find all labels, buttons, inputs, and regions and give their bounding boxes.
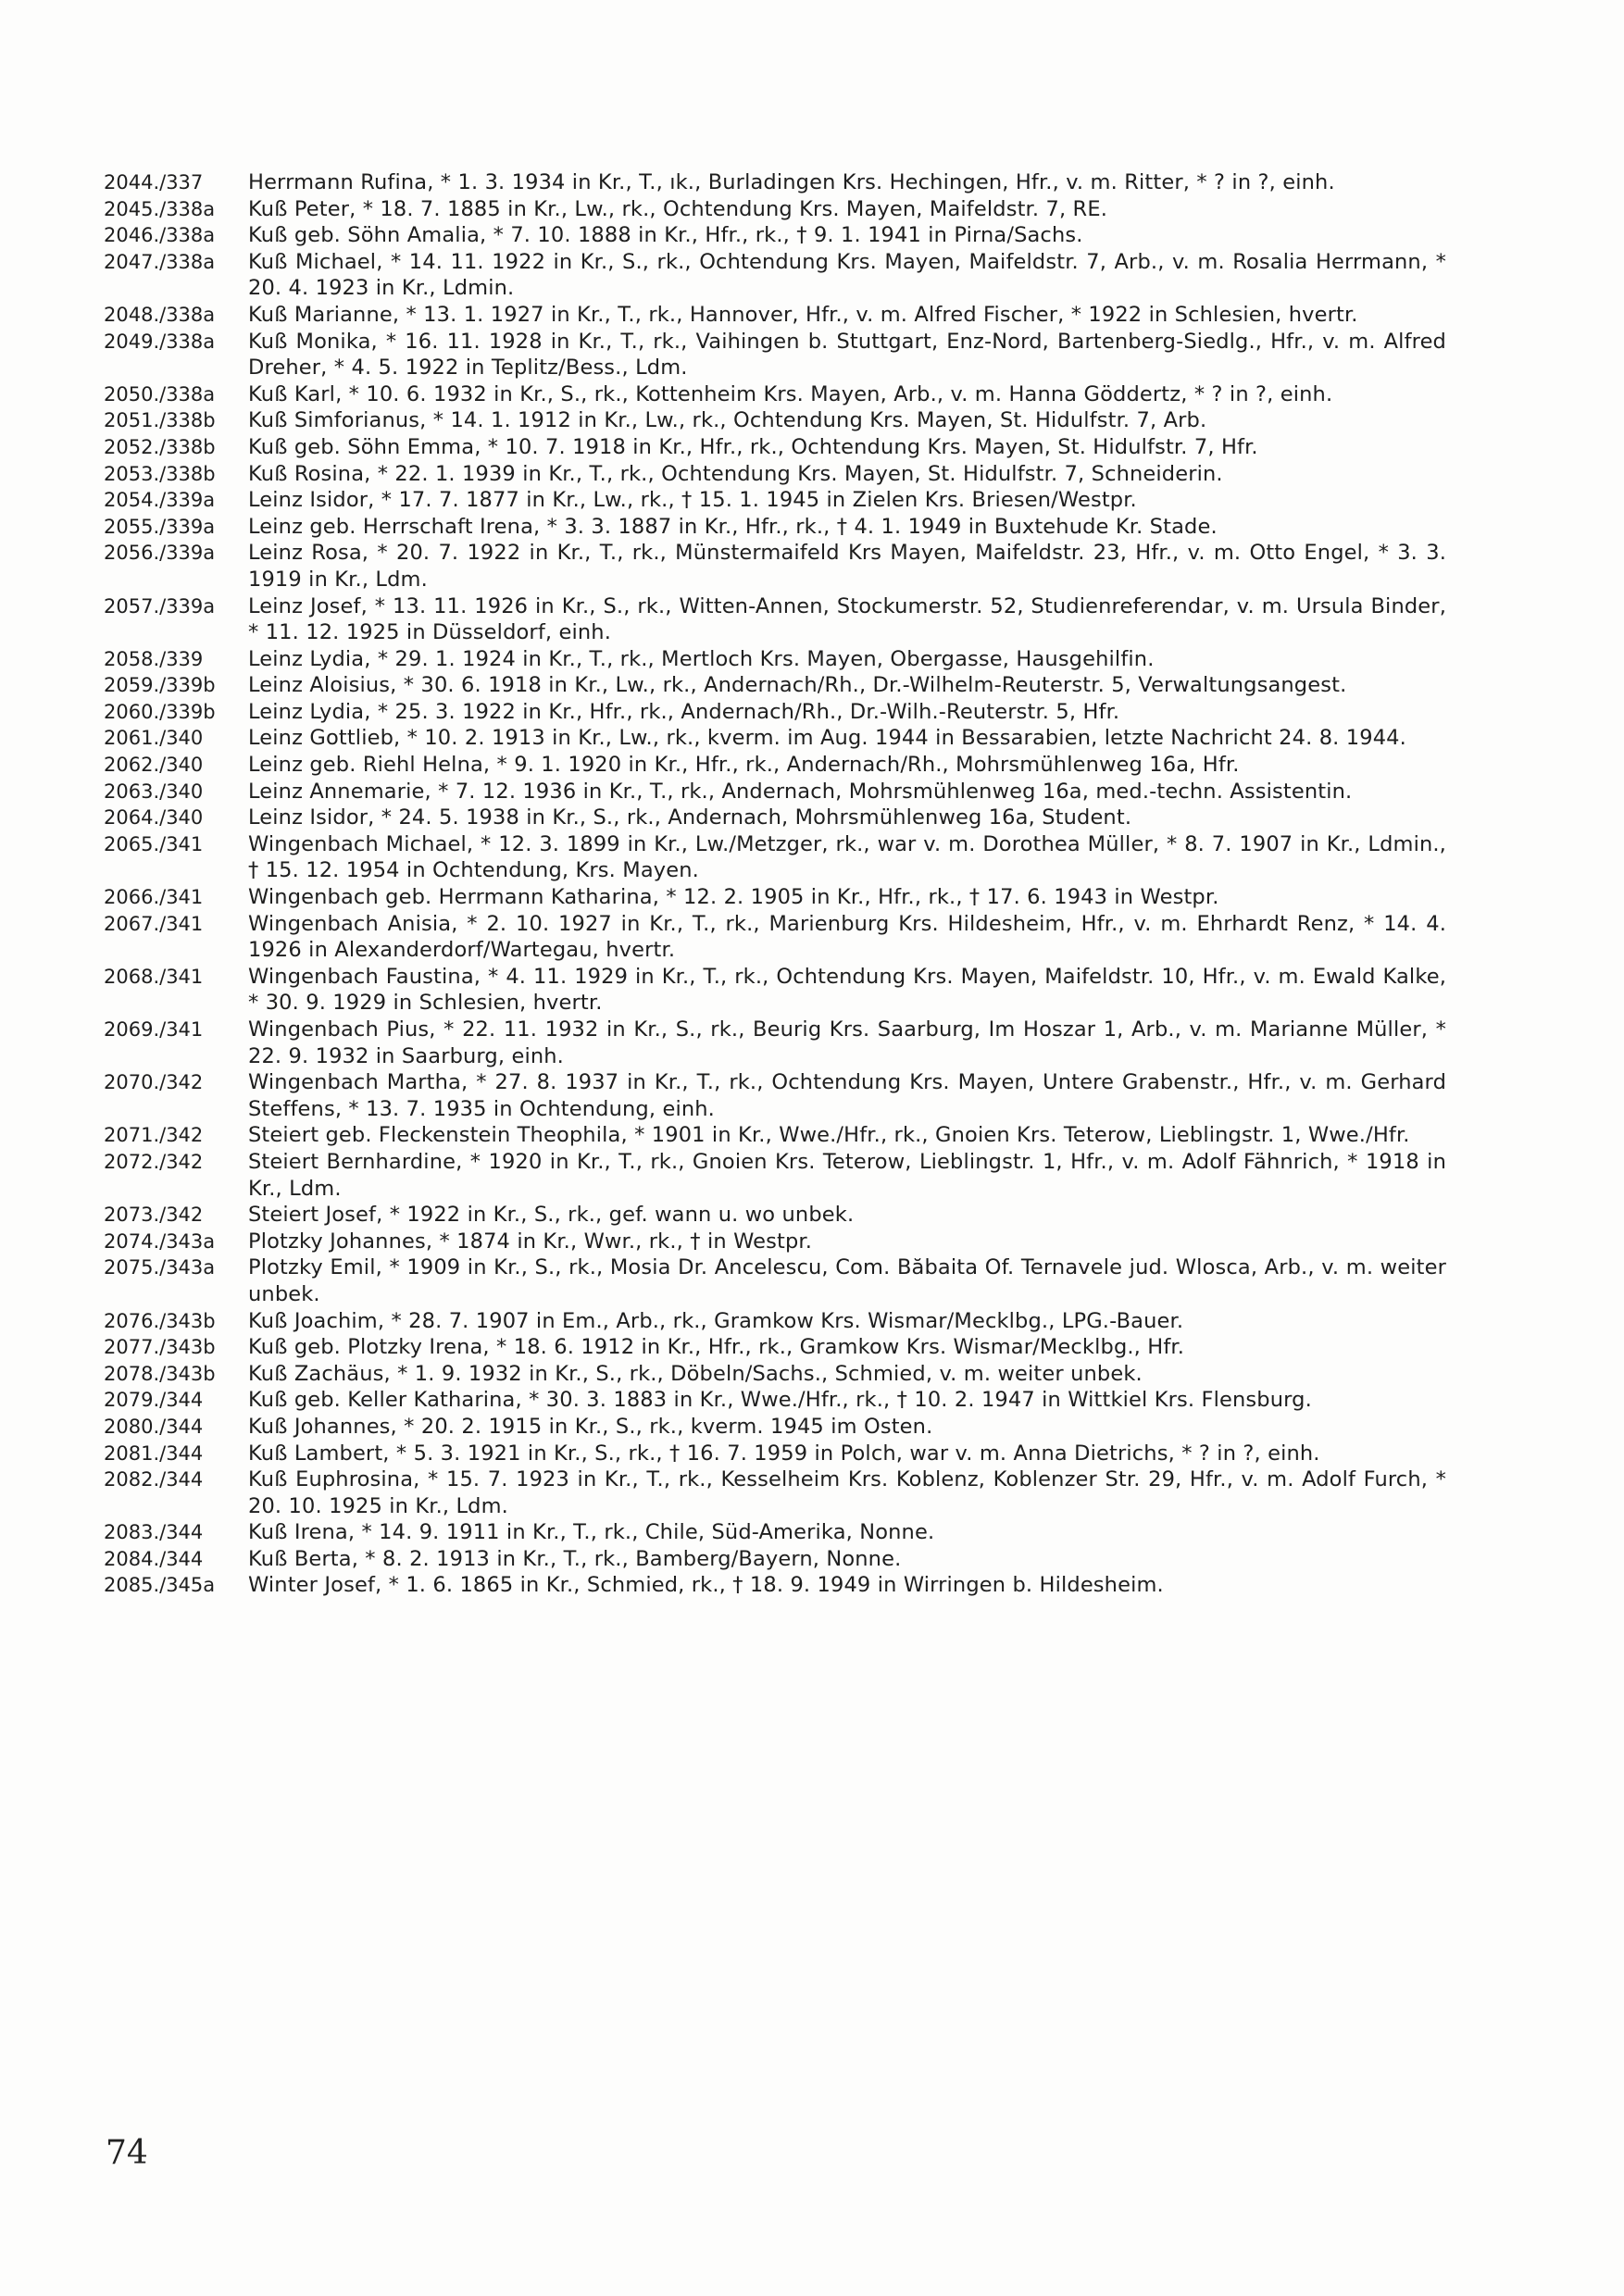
entry-row bbox=[104, 196, 1446, 223]
entry-text: Leinz Rosa, * 20. 7. 1922 in Kr., T., rk., Münstermaifeld Krs Mayen, Maifeldstr. 23, Hfr., v. m. Otto Engel, * 3. 3. 1919 in Kr., Ldm. bbox=[248, 541, 1446, 592]
entry-text: Kuß Karl, * 10. 6. 1932 in Kr., S., rk., Kottenheim Krs. Mayen, Arb., v. m. Hanna Göddertz, * ? in ?, einh. bbox=[248, 381, 1333, 406]
entry-id: 2085./345a bbox=[104, 1574, 216, 1597]
entry-id: 2069./341 bbox=[104, 1018, 204, 1041]
entry-text: Steiert Josef, * 1922 in Kr., S., rk., gef. wann u. wo unbek. bbox=[248, 1203, 855, 1228]
entry-id: 2067./341 bbox=[104, 912, 204, 935]
entry-id: 2055./339a bbox=[104, 515, 216, 538]
entry-row bbox=[104, 302, 1446, 329]
entry-id: 2068./341 bbox=[104, 965, 204, 988]
entry-id: 2074./343a bbox=[104, 1229, 216, 1253]
entry-row bbox=[104, 752, 1446, 779]
entry-text: Steiert geb. Fleckenstein Theophila, * 1901 in Kr., Wwe./Hfr., rk., Gnoien Krs. Teterow, Lieblingstr. 1, Wwe./Hfr. bbox=[248, 1123, 1410, 1148]
entry-text: Leinz geb. Riehl Helna, * 9. 1. 1920 in Kr., Hfr., rk., Andernach/Rh., Mohrsmühlenweg 16a, Hfr. bbox=[248, 753, 1240, 778]
entry-id: 2080./344 bbox=[104, 1415, 204, 1438]
entry-text: Wingenbach Martha, * 27. 8. 1937 in Kr., T., rk., Ochtendung Krs. Mayen, Untere Grabenstr., Hfr., v. m. Gerhard Steffens, * 13. 7. 1935 in Ochtendung, einh. bbox=[248, 1070, 1446, 1121]
entry-row bbox=[104, 1202, 1446, 1229]
entry-id: 2073./342 bbox=[104, 1204, 204, 1227]
entry-id: 2075./343a bbox=[104, 1256, 216, 1279]
entry-id: 2057./339a bbox=[104, 594, 216, 618]
entry-row bbox=[104, 487, 1446, 514]
entry-row bbox=[104, 1149, 1446, 1202]
entry-id: 2049./338a bbox=[104, 330, 216, 353]
entry-id: 2062./340 bbox=[104, 754, 204, 777]
entry-row bbox=[104, 1308, 1446, 1335]
entry-id: 2064./340 bbox=[104, 806, 204, 830]
entry-row bbox=[104, 1254, 1446, 1307]
entry-id: 2048./338a bbox=[104, 303, 216, 326]
entry-text: Leinz Isidor, * 17. 7. 1877 in Kr., Lw., rk., † 15. 1. 1945 in Zielen Krs. Briesen/Westpr. bbox=[248, 488, 1137, 513]
entry-text: Kuß Joachim, * 28. 7. 1907 in Em., Arb., rk., Gramkow Krs. Wismar/Mecklbg., LPG.-Bauer. bbox=[248, 1308, 1184, 1333]
entry-text: Leinz Aloisius, * 30. 6. 1918 in Kr., Lw., rk., Andernach/Rh., Dr.-Wilhelm-Reuterstr. 5, Verwaltungsangest. bbox=[248, 673, 1347, 698]
entry-row bbox=[104, 1546, 1446, 1573]
entry-row bbox=[104, 672, 1446, 699]
entry-row bbox=[104, 805, 1446, 831]
entry-id: 2083./344 bbox=[104, 1521, 204, 1544]
entry-id: 2084./344 bbox=[104, 1547, 204, 1570]
entry-row bbox=[104, 1229, 1446, 1255]
entry-list bbox=[104, 169, 1446, 1599]
entry-text: Leinz Annemarie, * 7. 12. 1936 in Kr., T., rk., Andernach, Mohrsmühlenweg 16a, med.-techn. Assistentin. bbox=[248, 779, 1353, 804]
entry-text: Wingenbach Pius, * 22. 11. 1932 in Kr., S., rk., Beurig Krs. Saarburg, Im Hoszar 1, Arb., v. m. Marianne Müller, * 22. 9. 1932 in Saarburg, einh. bbox=[248, 1017, 1446, 1068]
entry-text: Kuß geb. Plotzky Irena, * 18. 6. 1912 in Kr., Hfr., rk., Gramkow Krs. Wismar/Mecklbg., Hfr. bbox=[248, 1335, 1185, 1360]
entry-id: 2079./344 bbox=[104, 1389, 204, 1412]
entry-text: Kuß geb. Söhn Amalia, * 7. 10. 1888 in Kr., Hfr., rk., † 9. 1. 1941 in Pirna/Sachs. bbox=[248, 223, 1083, 248]
entry-text: Leinz Josef, * 13. 11. 1926 in Kr., S., rk., Witten-Annen, Stockumerstr. 52, Studienreferendar, v. m. Ursula Binder, * 11. 12. 1925 in Düsseldorf, einh. bbox=[248, 593, 1446, 645]
entry-text: Kuß Simforianus, * 14. 1. 1912 in Kr., Lw., rk., Ochtendung Krs. Mayen, St. Hidulfstr. 7, Arb. bbox=[248, 408, 1207, 433]
entry-id: 2058./339 bbox=[104, 647, 204, 670]
entry-row bbox=[104, 1387, 1446, 1414]
entry-row bbox=[104, 1122, 1446, 1149]
entry-text: Leinz Gottlieb, * 10. 2. 1913 in Kr., Lw., rk., kverm. im Aug. 1944 in Bessarabien, letzte Nachricht 24. 8. 1944. bbox=[248, 726, 1406, 751]
entry-text: Winter Josef, * 1. 6. 1865 in Kr., Schmied, rk., † 18. 9. 1949 in Wirringen b. Hildesheim. bbox=[248, 1573, 1164, 1598]
entry-text: Kuß geb. Söhn Emma, * 10. 7. 1918 in Kr., Hfr., rk., Ochtendung Krs. Mayen, St. Hidulfstr. 7, Hfr. bbox=[248, 434, 1258, 459]
entry-row bbox=[104, 1519, 1446, 1546]
entry-id: 2054./339a bbox=[104, 489, 216, 512]
entry-text: Wingenbach Anisia, * 2. 10. 1927 in Kr., T., rk., Marienburg Krs. Hildesheim, Hfr., v. m. Ehrhardt Renz, * 14. 4. 1926 in Alexanderdorf/Wartegau, hvertr. bbox=[248, 911, 1446, 963]
entry-id: 2076./343b bbox=[104, 1309, 216, 1332]
entry-id: 2045./338a bbox=[104, 197, 216, 220]
entry-row bbox=[104, 779, 1446, 805]
entry-id: 2044./337 bbox=[104, 171, 204, 193]
entry-row bbox=[104, 249, 1446, 302]
entry-text: Kuß Marianne, * 13. 1. 1927 in Kr., T., rk., Hannover, Hfr., v. m. Alfred Fischer, * 1922 in Schlesien, hvertr. bbox=[248, 302, 1358, 327]
entry-id: 2071./342 bbox=[104, 1124, 204, 1147]
entry-row bbox=[104, 407, 1446, 434]
entry-row bbox=[104, 831, 1446, 884]
entry-row bbox=[104, 169, 1446, 196]
entry-id: 2053./338b bbox=[104, 462, 216, 485]
entry-row bbox=[104, 434, 1446, 461]
entry-row bbox=[104, 329, 1446, 381]
entry-text: Plotzky Johannes, * 1874 in Kr., Wwr., rk., † in Westpr. bbox=[248, 1229, 813, 1254]
entry-row bbox=[104, 461, 1446, 488]
entry-id: 2070./342 bbox=[104, 1071, 204, 1094]
entry-row bbox=[104, 1441, 1446, 1467]
entry-id: 2056./339a bbox=[104, 542, 216, 565]
entry-row bbox=[104, 1466, 1446, 1519]
entry-row bbox=[104, 1069, 1446, 1122]
entry-row bbox=[104, 381, 1446, 408]
entry-text: Kuß Berta, * 8. 2. 1913 in Kr., T., rk., Bamberg/Bayern, Nonne. bbox=[248, 1546, 902, 1571]
entry-text: Leinz Isidor, * 24. 5. 1938 in Kr., S., rk., Andernach, Mohrsmühlenweg 16a, Student. bbox=[248, 805, 1132, 830]
entry-row bbox=[104, 884, 1446, 911]
entry-text: Kuß Rosina, * 22. 1. 1939 in Kr., T., rk., Ochtendung Krs. Mayen, St. Hidulfstr. 7, Schneiderin. bbox=[248, 461, 1223, 486]
entry-row bbox=[104, 1414, 1446, 1441]
entry-text: Kuß Johannes, * 20. 2. 1915 in Kr., S., rk., kverm. 1945 im Osten. bbox=[248, 1414, 933, 1439]
entry-text: Leinz Lydia, * 29. 1. 1924 in Kr., T., rk., Mertloch Krs. Mayen, Obergasse, Hausgehilfin. bbox=[248, 646, 1155, 671]
entry-text: Wingenbach geb. Herrmann Katharina, * 12. 2. 1905 in Kr., Hfr., rk., † 17. 6. 1943 in Westpr. bbox=[248, 885, 1219, 910]
entry-id: 2051./338b bbox=[104, 409, 216, 432]
entry-row bbox=[104, 514, 1446, 541]
entry-text: Kuß geb. Keller Katharina, * 30. 3. 1883 in Kr., Wwe./Hfr., rk., † 10. 2. 1947 in Wittkiel Krs. Flensburg. bbox=[248, 1388, 1312, 1413]
page-number: 74 bbox=[106, 2134, 148, 2172]
entry-id: 2063./340 bbox=[104, 780, 204, 803]
entry-row bbox=[104, 646, 1446, 673]
entry-text: Kuß Zachäus, * 1. 9. 1932 in Kr., S., rk., Döbeln/Sachs., Schmied, v. m. weiter unbek. bbox=[248, 1361, 1143, 1386]
entry-id: 2059./339b bbox=[104, 674, 216, 697]
entry-id: 2061./340 bbox=[104, 727, 204, 750]
entry-id: 2081./344 bbox=[104, 1441, 204, 1465]
entry-row bbox=[104, 699, 1446, 726]
entry-id: 2078./343b bbox=[104, 1362, 216, 1385]
entry-text: Kuß Peter, * 18. 7. 1885 in Kr., Lw., rk., Ochtendung Krs. Mayen, Maifeldstr. 7, RE. bbox=[248, 196, 1108, 221]
entry-text: Steiert Bernhardine, * 1920 in Kr., T., rk., Gnoien Krs. Teterow, Lieblingstr. 1, Hfr., v. m. Adolf Fähnrich, * 1918 in Kr., Ldm. bbox=[248, 1149, 1446, 1201]
entry-id: 2047./338a bbox=[104, 250, 216, 273]
entry-text: Kuß Euphrosina, * 15. 7. 1923 in Kr., T., rk., Kesselheim Krs. Koblenz, Koblenzer Str. 29, Hfr., v. m. Adolf Furch, * 20. 10. 1925 in Kr., Ldm. bbox=[248, 1467, 1446, 1518]
entry-id: 2082./344 bbox=[104, 1468, 204, 1491]
entry-id: 2066./341 bbox=[104, 886, 204, 909]
entry-id: 2065./341 bbox=[104, 832, 204, 855]
entry-text: Kuß Lambert, * 5. 3. 1921 in Kr., S., rk., † 16. 7. 1959 in Polch, war v. m. Anna Dietrichs, * ? in ?, einh. bbox=[248, 1441, 1320, 1466]
entry-row bbox=[104, 1361, 1446, 1388]
entry-text: Kuß Michael, * 14. 11. 1922 in Kr., S., rk., Ochtendung Krs. Mayen, Maifeldstr. 7, Arb., v. m. Rosalia Herrmann, * 20. 4. 1923 in Kr., Ldmin. bbox=[248, 249, 1446, 301]
entry-id: 2046./338a bbox=[104, 224, 216, 247]
entry-row bbox=[104, 1572, 1446, 1599]
entry-text: Leinz Lydia, * 25. 3. 1922 in Kr., Hfr., rk., Andernach/Rh., Dr.-Wilh.-Reuterstr. 5, Hfr. bbox=[248, 699, 1120, 724]
entry-text: Herrmann Rufina, * 1. 3. 1934 in Kr., T., ık., Burladingen Krs. Hechingen, Hfr., v. m. Ritter, * ? in ?, einh. bbox=[248, 170, 1335, 194]
entry-row bbox=[104, 725, 1446, 752]
entry-id: 2050./338a bbox=[104, 382, 216, 406]
entry-text: Leinz geb. Herrschaft Irena, * 3. 3. 1887 in Kr., Hfr., rk., † 4. 1. 1949 in Buxtehude Kr. Stade. bbox=[248, 514, 1218, 539]
entry-row bbox=[104, 222, 1446, 249]
entry-text: Wingenbach Michael, * 12. 3. 1899 in Kr., Lw./Metzger, rk., war v. m. Dorothea Müller, * 8. 7. 1907 in Kr., Ldmin., † 15. 12. 1954 in Ochtendung, Krs. Mayen. bbox=[248, 831, 1446, 883]
entry-id: 2077./343b bbox=[104, 1336, 216, 1359]
entry-row bbox=[104, 911, 1446, 964]
entry-text: Plotzky Emil, * 1909 in Kr., S., rk., Mosia Dr. Ancelescu, Com. Băbaita Of. Ternavele jud. Wlosca, Arb., v. m. weiter unbek. bbox=[248, 1255, 1446, 1306]
entry-text: Kuß Monika, * 16. 11. 1928 in Kr., T., rk., Vaihingen b. Stuttgart, Enz-Nord, Bartenberg-Siedlg., Hfr., v. m. Alfred Dreher, * 4. 5. 1922 in Teplitz/Bess., Ldm. bbox=[248, 329, 1446, 381]
entry-row bbox=[104, 593, 1446, 646]
entry-row bbox=[104, 1334, 1446, 1361]
entry-id: 2072./342 bbox=[104, 1150, 204, 1173]
entry-row bbox=[104, 964, 1446, 1017]
entry-text: Wingenbach Faustina, * 4. 11. 1929 in Kr., T., rk., Ochtendung Krs. Mayen, Maifeldstr. 10, Hfr., v. m. Ewald Kalke, * 30. 9. 1929 in Schlesien, hvertr. bbox=[248, 964, 1446, 1016]
entry-row bbox=[104, 540, 1446, 593]
entry-id: 2052./338b bbox=[104, 435, 216, 458]
entry-row bbox=[104, 1017, 1446, 1069]
entry-id: 2060./339b bbox=[104, 700, 216, 723]
entry-text: Kuß Irena, * 14. 9. 1911 in Kr., T., rk., Chile, Süd-Amerika, Nonne. bbox=[248, 1520, 935, 1545]
